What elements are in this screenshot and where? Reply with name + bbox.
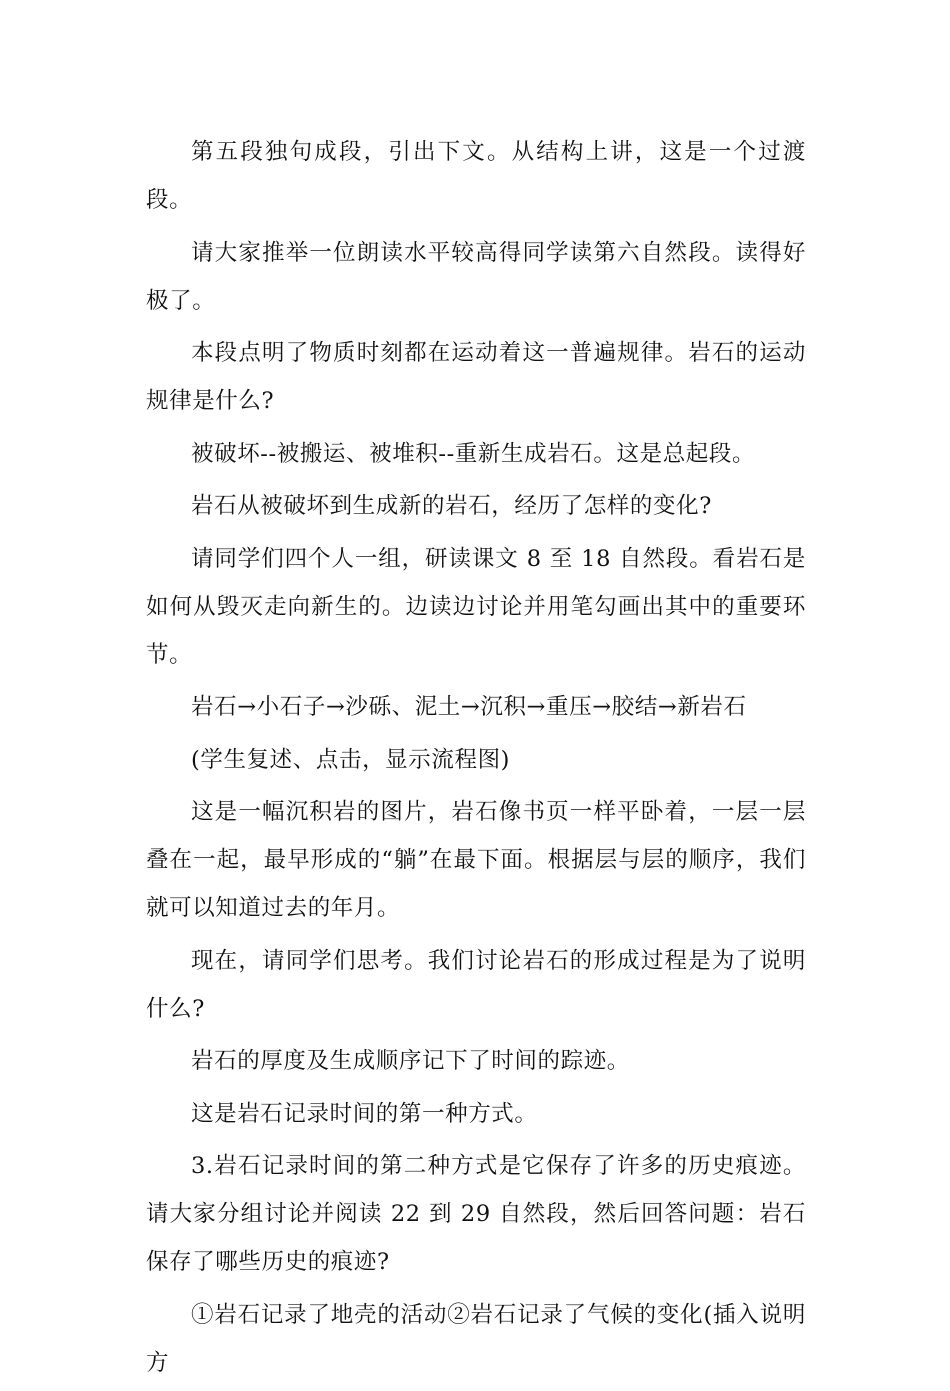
paragraph-first-way: 这是岩石记录时间的第一种方式。 bbox=[191, 1100, 538, 1127]
paragraph-note: (学生复述、点击，显示流程图) bbox=[191, 746, 511, 773]
paragraph-sedimentary: 这是一幅沉积岩的图片，岩石像书页一样平卧着，一层一层叠在一起，最早形成的“躺”在最下面。根据层与层的顺序，我们就可以知道过去的年月。 bbox=[146, 799, 806, 921]
paragraph-motion-law: 本段点明了物质时刻都在运动着这一普遍规律。岩石的运动规律是什么? bbox=[146, 340, 806, 414]
paragraph-reading: 请大家推举一位朗读水平较高得同学读第六自然段。读得好极了。 bbox=[146, 239, 806, 314]
paragraph-question: 岩石从被破坏到生成新的岩石，经历了怎样的变化? bbox=[191, 493, 712, 519]
paragraph-thickness: 岩石的厚度及生成顺序记下了时间的踪迹。 bbox=[191, 1048, 630, 1074]
document-page bbox=[146, 128, 806, 1391]
paragraph-summary: 被破坏--被搬运、被堆积--重新生成岩石。这是总起段。 bbox=[191, 440, 756, 467]
paragraph-transition: 第五段独句成段，引出下文。从结构上讲，这是一个过渡段。 bbox=[146, 139, 806, 213]
paragraph-records: ①岩石记录了地壳的活动②岩石记录了气候的变化(插入说明方 bbox=[146, 1301, 806, 1376]
paragraph-second-way: 3.岩石记录时间的第二种方式是它保存了许多的历史痕迹。请大家分组讨论并阅读 22 到 29 自然段，然后回答问题：岩石保存了哪些历史的痕迹? bbox=[146, 1153, 806, 1275]
paragraph-flow: 岩石→小石子→沙砾、泥土→沉积→重压→胶结→新岩石 bbox=[191, 694, 747, 720]
paragraph-think: 现在，请同学们思考。我们讨论岩石的形成过程是为了说明什么? bbox=[146, 947, 806, 1022]
paragraph-group-study: 请同学们四个人一组，研读课文 8 至 18 自然段。看岩石是如何从毁灭走向新生的。边读边讨论并用笔勾画出其中的重要环节。 bbox=[146, 545, 806, 668]
